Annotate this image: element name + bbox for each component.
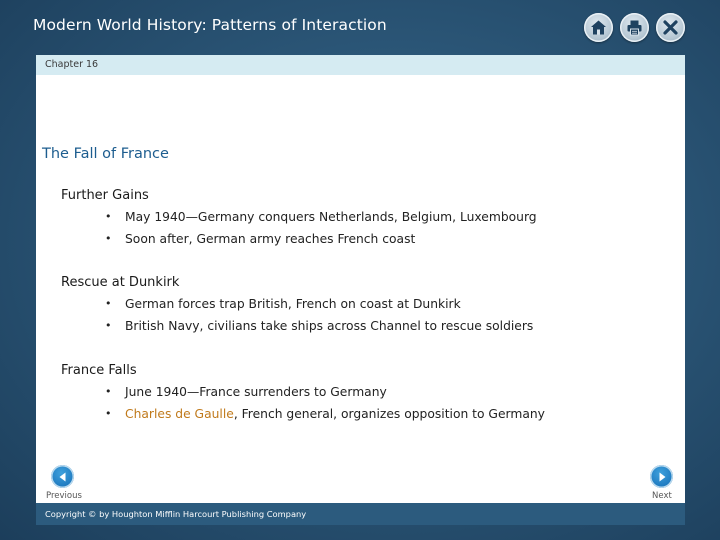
bullet-item: • Soon after, German army reaches French coast [105,232,416,246]
arrow-left-icon [57,471,69,483]
close-icon [663,20,678,35]
bullet-text: German forces trap British, French on coast at Dunkirk [125,297,461,311]
bullet-text: , French general, organizes opposition to Germany [233,407,545,421]
bullet-item: • Charles de Gaulle, French general, organizes opposition to Germany [105,407,545,421]
bullet-list [61,293,533,337]
section-france-falls [61,363,545,425]
bullet-text: British Navy, civilians take ships across Channel to rescue soldiers [125,319,534,333]
section-heading: Rescue at Dunkirk [61,275,180,290]
printer-icon [626,19,643,36]
slide-title: The Fall of France [42,146,169,162]
previous-label[interactable]: Previous [46,491,82,501]
next-label[interactable]: Next [652,491,672,501]
bullet-list [61,381,545,425]
app-title: Modern World History: Patterns of Interaction [33,16,387,34]
bullet-text: Soon after, German army reaches French coast [125,232,416,246]
bullet-item: • May 1940—Germany conquers Netherlands, Belgium, Luxembourg [105,210,537,224]
copyright-text: Copyright © by Houghton Mifflin Harcourt Publishing Company [45,509,307,519]
next-button[interactable] [650,465,673,488]
section-heading: Further Gains [61,188,149,203]
chapter-label: Chapter 16 [45,59,99,70]
home-button[interactable] [584,13,613,42]
print-button[interactable] [620,13,649,42]
section-heading: France Falls [61,363,137,378]
bullet-list [61,206,537,250]
bullet-text: May 1940—Germany conquers Netherlands, Belgium, Luxembourg [125,210,537,224]
section-rescue-at-dunkirk [61,275,533,337]
arrow-right-icon [656,471,668,483]
section-further-gains [61,188,537,250]
bullet-item: • British Navy, civilians take ships across Channel to rescue soldiers [105,319,534,333]
chapter-bar [36,55,685,75]
bullet-text: June 1940—France surrenders to Germany [125,385,387,399]
footer-bar [36,503,685,525]
highlighted-term: Charles de Gaulle [125,407,234,421]
home-icon [590,19,607,36]
bullet-item: • German forces trap British, French on coast at Dunkirk [105,297,461,311]
content-panel [36,75,685,503]
bullet-item: • June 1940—France surrenders to Germany [105,385,387,399]
previous-button[interactable] [51,465,74,488]
close-button[interactable] [656,13,685,42]
